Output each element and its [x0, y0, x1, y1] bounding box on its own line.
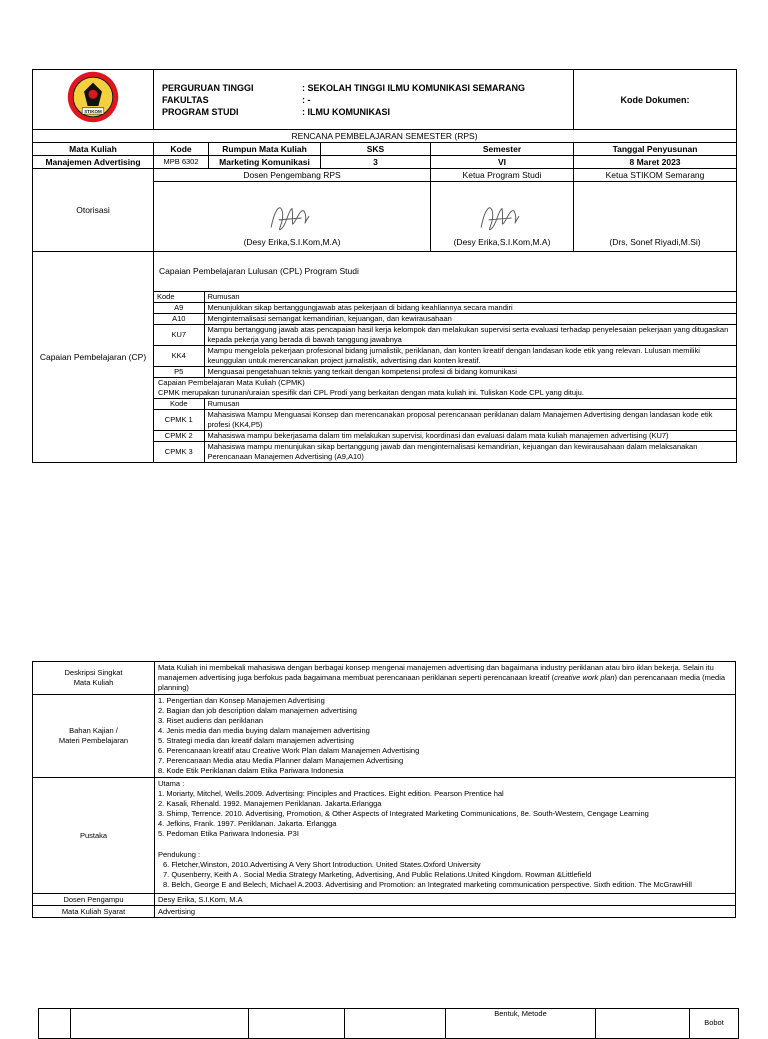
head-name: (Desy Erika,S.I.Kom,M.A)	[453, 237, 551, 247]
cpl-text: Mampu mengelola pekerjaan profesional bidang jurnalistik, periklanan, dan konten kreatif dengan landasan kode etik yang relevan. Lulusan memiliki keunggulan untuk merencanakan project jurnalistik, advertising dan konten kreatif.	[204, 346, 736, 367]
cpl-table	[154, 291, 736, 378]
cp-content	[154, 252, 737, 463]
cpmk-note: CPMK merupakan turunan/uraian spesifik dari CPL Prodi yang berkaitan dengan mata kuliah ini. Tuliskan Kode CPL yang dituju.	[158, 388, 584, 397]
cpl-text: Menginternalisasi semangat kemandirian, kejuangan, dan kewirausahaan	[204, 314, 736, 325]
h-course-name: Mata Kuliah	[33, 143, 154, 156]
rps-header-table	[32, 69, 737, 463]
cp-label: Capaian Pembelajaran (CP)	[33, 252, 154, 463]
cpmk-table	[154, 398, 736, 462]
list-item: 3. Riset audiens dan periklanan	[158, 716, 264, 725]
cpl-code: P5	[154, 367, 204, 378]
cpmk-code: CPMK 2	[154, 431, 204, 442]
head-signature-cell	[431, 182, 574, 252]
cpmk-title: Capaian Pembelajaran Mata Kuliah (CPMK)	[158, 378, 305, 387]
cpmk-text: Mahasiswa mampu bekerjasama dalam tim melakukan supervisi, koordinasi dan evaluasi dalam mata kuliah manajemen advertising (KU7)	[204, 431, 736, 442]
list-item: 7. Perencanaan Media atau Media Planner dalam Manajemen Advertising	[158, 756, 404, 765]
cpl-h-code: Kode	[154, 292, 204, 303]
h-method: Bentuk, Metode	[446, 1009, 596, 1039]
institution-info: PERGURUAN TINGGI : SEKOLAH TINGGI ILMU KOMUNIKASI SEMARANG FAKULTAS : - PROGRAM STUDI : ILMU KOMUNIKASI	[154, 70, 574, 130]
references-list	[155, 778, 736, 894]
list-item: 2. Kasali, Rhenald. 1992. Manajemen Periklanan. Jakarta.Erlangga	[158, 799, 382, 808]
course-details-table	[32, 661, 736, 918]
h-rps-developer: Dosen Pengembang RPS	[154, 169, 431, 182]
developer-signature-cell	[154, 182, 431, 252]
signature-image	[472, 199, 532, 237]
materials-label: Bahan Kajian / Materi Pembelajaran	[33, 695, 155, 778]
list-item: 5. Strategi media dan kreatif dalam manajemen advertising	[158, 736, 354, 745]
course-date: 8 Maret 2023	[574, 156, 737, 169]
list-item: 7. Qusenberry, Keith A . Social Media Strategy Marketing, Advertising, And Public Relations.United Kingdom. Rowman &Littlefield	[163, 870, 592, 879]
h-weight: Bobot	[690, 1009, 739, 1039]
cpl-code: A10	[154, 314, 204, 325]
cpl-text: Menguasai pengetahuan teknis yang terkait dengan kompetensi profesi di bidang komunikasi	[204, 367, 736, 378]
logo-cell	[33, 70, 154, 130]
description-text: Mata Kuliah ini membekali mahasiswa dengan berbagai konsep mengenai manajemen advertising dan bagaimana industry periklanan atau biro iklan bekerja. Selain itu manajemen advertising juga berfokus pada bagaimana membuat perencanaan periklanan seperti perencanaan kreatif (creative work plan) dan perencanaan media (media planning)	[155, 662, 736, 695]
h-program-head: Ketua Program Studi	[431, 169, 574, 182]
course-name: Manajemen Advertising	[33, 156, 154, 169]
lecturer-value: Desy Erika, S.I.Kom, M.A	[155, 894, 736, 906]
h-course-cluster: Rumpun Mata Kuliah	[209, 143, 321, 156]
cpmk-text: Mahasiswa Mampu Menguasai Konsep dan merencanakan proposal perencanaan periklanan dalam Manajemen Advertising dengan landasan kode etik profesi (KK4,P5)	[204, 410, 736, 431]
lecturer-label: Dosen Pengampu	[33, 894, 155, 906]
rps-title: RENCANA PEMBELAJARAN SEMESTER (RPS)	[33, 130, 737, 143]
stikom-logo	[66, 70, 120, 124]
list-item: 2. Bagian dan job description dalam manajemen advertising	[158, 706, 357, 715]
cpmk-code: CPMK 3	[154, 442, 204, 463]
list-item: 1. Moriarty, Mitchel, Wells.2009. Advertising: Pinciples and Practices. Eight edition. Pearson Prentice hal	[158, 789, 504, 798]
cpl-title: Capaian Pembelajaran Lulusan (CPL) Program Studi	[159, 266, 359, 276]
course-semester: VI	[431, 156, 574, 169]
h-date: Tanggal Penyusunan	[574, 143, 737, 156]
cpl-code: KU7	[154, 325, 204, 346]
cpl-code: A9	[154, 303, 204, 314]
svg-text:STIKOM: STIKOM	[84, 108, 102, 114]
list-item: 8. Belch, George E and Belech, Michael A.2003. Advertising and Promotion: an Integrated marketing communication perspective. Sixth edition. The McGrawHill	[163, 880, 692, 889]
references-support-title: Pendukung :	[158, 850, 201, 859]
course-sks: 3	[321, 156, 431, 169]
h-course-code: Kode	[154, 143, 209, 156]
cpl-text: Menunjukkan sikap bertanggungjawab atas pekerjaan di bidang keahliannya secara mandiri	[204, 303, 736, 314]
description-label: Deskripsi Singkat Mata Kuliah	[33, 662, 155, 695]
list-item: 4. Jefkins, Frank. 1997. Periklanan. Jakarta. Erlangga	[158, 819, 337, 828]
cpl-code: KK4	[154, 346, 204, 367]
course-code: MPB 6302	[154, 156, 209, 169]
h-semester: Semester	[431, 143, 574, 156]
cpl-text: Mampu bertanggung jawab atas pencapaian hasil kerja kelompok dan melakukan supervisi serta evaluasi terhadap penyelesaian pekerjaan yang ditugaskan kepada pekerja yang berada di bawah tanggung jawabnya	[204, 325, 736, 346]
list-item: 4. Jenis media dan media buying dalam manajemen advertising	[158, 726, 370, 735]
list-item: 5. Pedoman Etika Pariwara Indonesia. P3I	[158, 829, 299, 838]
cpmk-code: CPMK 1	[154, 410, 204, 431]
cpl-h-desc: Rumusan	[204, 292, 736, 303]
list-item: 6. Fletcher,Winston, 2010.Advertising A Very Short Introduction. United States.Oxford University	[163, 860, 481, 869]
cpmk-h-desc: Rumusan	[204, 399, 736, 410]
authorization-label: Otorisasi	[33, 169, 154, 252]
cpmk-text: Mahasiswa mampu menunjukan sikap bertanggung jawab dan menginternalisasi kemandirian, kejuangan dan kewirausahaan dalam melaksanakan Perencanaan Manajemen Advertising (A9,A10)	[204, 442, 736, 463]
chair-name: (Drs, Sonef Riyadi,M.Si)	[574, 182, 737, 252]
references-main-title: Utama :	[158, 779, 185, 788]
list-item: 1. Pengertian dan Konsep Manajemen Advertising	[158, 696, 325, 705]
cpmk-h-code: Kode	[154, 399, 204, 410]
materials-list	[155, 695, 736, 778]
references-label: Pustaka	[33, 778, 155, 894]
list-item: 6. Perencanaan kreatif atau Creative Work Plan dalam Manajemen Advertising	[158, 746, 420, 755]
list-item: 8. Kode Etik Periklanan dalam Etika Pariwara Indonesia	[158, 766, 344, 775]
signature-image	[262, 199, 322, 237]
developer-name: (Desy Erika,S.I.Kom,M.A)	[243, 237, 341, 247]
list-item: 3. Shimp, Terrence. 2010. Advertising, Promotion, & Other Aspects of Integrated Marketing Communications, 8e. South-Western, Cengage Learning	[158, 809, 649, 818]
document-code: Kode Dokumen:	[574, 70, 737, 130]
prerequisite-label: Mata Kuliah Syarat	[33, 906, 155, 918]
h-sks: SKS	[321, 143, 431, 156]
prerequisite-value: Advertising	[155, 906, 736, 918]
course-cluster: Marketing Komunikasi	[209, 156, 321, 169]
h-stikom-chair: Ketua STIKOM Semarang	[574, 169, 737, 182]
